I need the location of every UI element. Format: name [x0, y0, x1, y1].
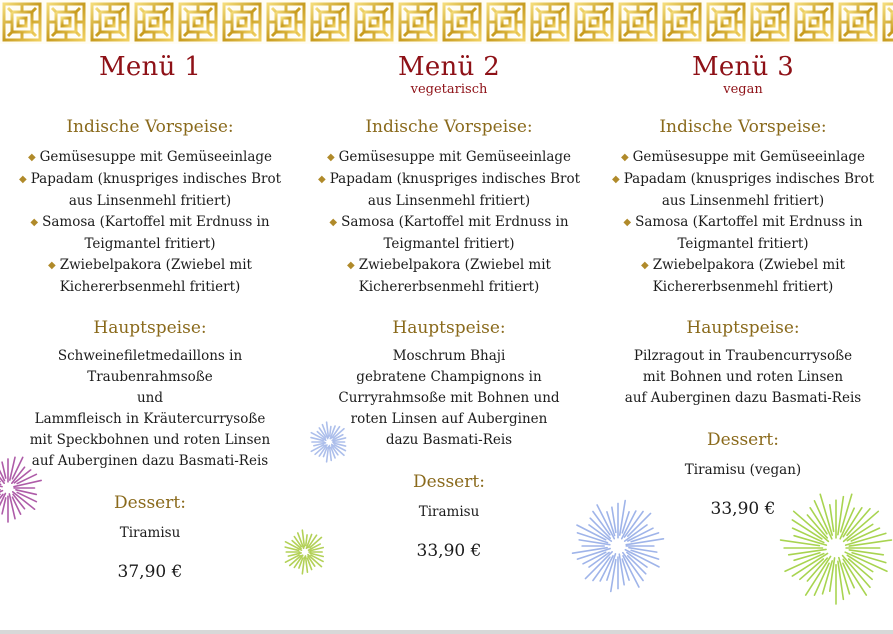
diamond-bullet-icon: ◆	[347, 260, 355, 271]
menu-subtitle: vegetarisch	[410, 82, 488, 97]
diamond-bullet-icon: ◆	[317, 174, 326, 185]
starter-text: Zwiebelpakora (Zwiebel mit	[652, 257, 845, 273]
diamond-bullet-icon: ◆	[611, 174, 620, 185]
starter-text: Teigmantel fritiert)	[677, 236, 809, 252]
starter-item	[314, 255, 584, 277]
main-heading: Hauptspeise:	[392, 318, 506, 338]
menu-price: 33,90 €	[416, 541, 482, 561]
main-course-text	[15, 346, 285, 472]
starter-text: Zwiebelpakora (Zwiebel mit	[358, 257, 551, 273]
starter-item-continued	[314, 234, 584, 255]
main-course-line: mit Speckbohnen und roten Linsen	[29, 432, 271, 448]
menu-title: Menü 2	[397, 52, 501, 82]
diamond-bullet-icon: ◆	[30, 217, 39, 228]
starter-item	[314, 212, 584, 234]
main-course-line: Curryrahmsoße mit Bohnen und	[338, 390, 560, 406]
dessert-item: Tiramisu	[119, 525, 181, 541]
menu-price: 37,90 €	[117, 562, 183, 582]
main-course-line: dazu Basmati-Reis	[385, 432, 513, 448]
starter-list	[314, 147, 584, 298]
starter-item-continued	[15, 277, 285, 298]
menu-title: Menü 1	[98, 52, 202, 82]
starter-text: Gemüsesuppe mit Gemüseeinlage	[632, 149, 866, 165]
starter-item-continued	[314, 191, 584, 212]
diamond-bullet-icon: ◆	[326, 152, 335, 163]
starter-text: aus Linsenmehl fritiert)	[661, 193, 825, 209]
menu-price: 33,90 €	[710, 499, 776, 519]
main-heading: Hauptspeise:	[686, 318, 800, 338]
dessert-heading: Dessert:	[413, 472, 485, 492]
dessert-item: Tiramisu (vegan)	[684, 462, 802, 478]
menu-column-3	[608, 44, 878, 520]
diamond-bullet-icon: ◆	[623, 217, 632, 228]
starter-text: Samosa (Kartoffel mit Erdnuss in	[341, 214, 569, 230]
main-course-line: auf Auberginen dazu Basmati-Reis	[31, 453, 269, 469]
diamond-bullet-icon: ◆	[27, 152, 36, 163]
main-course-line: gebratene Champignons in	[356, 369, 542, 385]
starter-text: Papadam (knuspriges indisches Brot	[30, 171, 282, 187]
starter-text: aus Linsenmehl fritiert)	[367, 193, 531, 209]
starter-item	[608, 212, 878, 234]
starter-item	[15, 169, 285, 191]
starter-item	[314, 169, 584, 191]
starter-heading: Indische Vorspeise:	[659, 117, 827, 137]
page-bottom-edge	[0, 630, 893, 634]
starter-text: Samosa (Kartoffel mit Erdnuss in	[42, 214, 270, 230]
main-course-line: mit Bohnen und roten Linsen	[642, 369, 844, 385]
main-course-text	[608, 346, 878, 409]
starter-item	[314, 147, 584, 169]
starter-text: Samosa (Kartoffel mit Erdnuss in	[635, 214, 863, 230]
main-heading: Hauptspeise:	[93, 318, 207, 338]
starter-item-continued	[608, 191, 878, 212]
main-course-text	[314, 346, 584, 451]
starter-item-continued	[15, 191, 285, 212]
starter-text: Kichererbsenmehl fritiert)	[358, 279, 540, 295]
starter-text: Zwiebelpakora (Zwiebel mit	[59, 257, 252, 273]
main-course-line: Schweinefiletmedaillons in	[57, 348, 243, 364]
diamond-bullet-icon: ◆	[620, 152, 629, 163]
starter-item	[608, 147, 878, 169]
main-course-line: Moschrum Bhaji	[392, 348, 506, 364]
menu-column-2	[314, 44, 584, 562]
menu-column-1	[15, 44, 285, 583]
diamond-bullet-icon: ◆	[18, 174, 27, 185]
main-course-line: Traubenrahmsoße	[87, 369, 213, 385]
dessert-heading: Dessert:	[707, 430, 779, 450]
starter-text: Papadam (knuspriges indisches Brot	[623, 171, 875, 187]
starter-item-continued	[608, 234, 878, 255]
starter-item	[608, 169, 878, 191]
starter-item-continued	[314, 277, 584, 298]
dessert-item: Tiramisu	[418, 504, 480, 520]
starter-item-continued	[608, 277, 878, 298]
starter-text: Kichererbsenmehl fritiert)	[59, 279, 241, 295]
main-course-line: und	[136, 390, 164, 406]
starter-text: Teigmantel fritiert)	[84, 236, 216, 252]
menu-title: Menü 3	[691, 52, 795, 82]
starter-text: Kichererbsenmehl fritiert)	[652, 279, 834, 295]
starter-text: Gemüsesuppe mit Gemüseeinlage	[39, 149, 273, 165]
starter-list	[15, 147, 285, 298]
main-course-line: Lammfleisch in Kräutercurrysoße	[34, 411, 266, 427]
diamond-bullet-icon: ◆	[48, 260, 56, 271]
starter-item	[15, 212, 285, 234]
starter-text: Papadam (knuspriges indisches Brot	[329, 171, 581, 187]
menu-subtitle	[15, 82, 285, 98]
starter-item	[15, 147, 285, 169]
diamond-bullet-icon: ◆	[641, 260, 649, 271]
starter-text: Teigmantel fritiert)	[383, 236, 515, 252]
starter-item	[15, 255, 285, 277]
main-course-line: Pilzragout in Traubencurrysoße	[633, 348, 853, 364]
main-course-line: roten Linsen auf Auberginen	[350, 411, 548, 427]
starter-text: aus Linsenmehl fritiert)	[68, 193, 232, 209]
main-course-line: auf Auberginen dazu Basmati-Reis	[624, 390, 862, 406]
starter-item-continued	[15, 234, 285, 255]
dessert-heading: Dessert:	[114, 493, 186, 513]
gold-fret-border	[0, 0, 893, 44]
diamond-bullet-icon: ◆	[329, 217, 338, 228]
starter-heading: Indische Vorspeise:	[365, 117, 533, 137]
starter-item	[608, 255, 878, 277]
starter-list	[608, 147, 878, 298]
menu-subtitle: vegan	[723, 82, 763, 97]
starter-heading: Indische Vorspeise:	[66, 117, 234, 137]
starter-text: Gemüsesuppe mit Gemüseeinlage	[338, 149, 572, 165]
